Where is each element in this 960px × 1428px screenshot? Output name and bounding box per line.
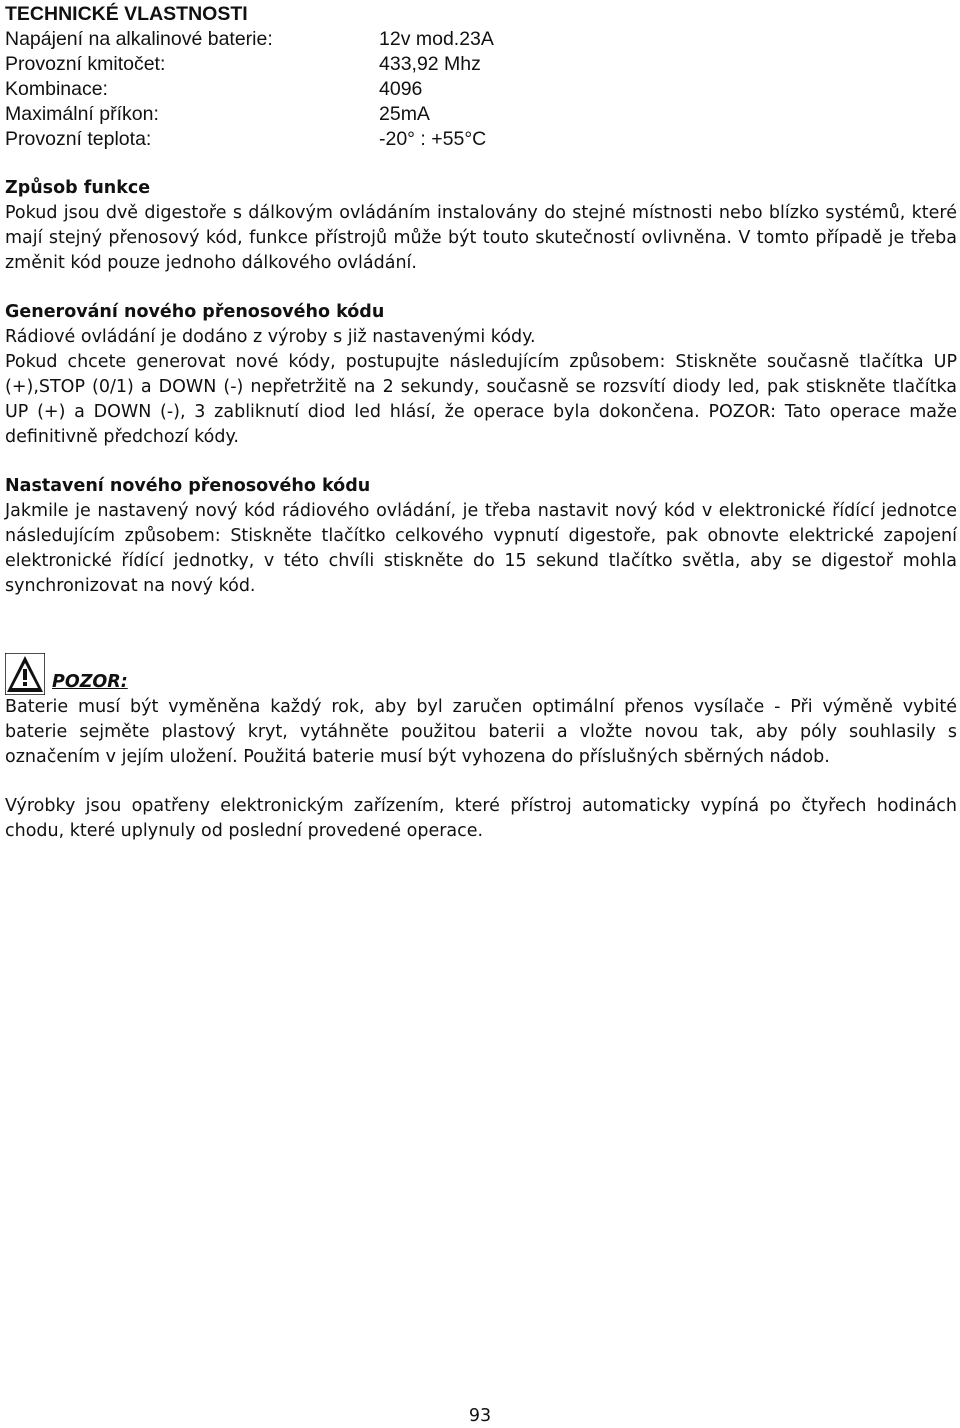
nastaveni-paragraph: Jakmile je nastavený nový kód rádiového ovládání, je třeba nastavit nový kód v elektronické řídící jednotce následujícím způsobem: Stiskněte tlačítko celkového vypnutí digestoře, pak obnovte elektrické zapojení elektronické řídící jednotky, v této chvíli stiskněte do 15 sekund tlačítko světla, aby se digestoř mohla synchronizovat na nový kód. (5, 501, 957, 596)
warning-section (5, 651, 957, 770)
nastaveni-section (5, 474, 957, 599)
page-number: 93 (468, 1406, 492, 1426)
spec-row (5, 52, 957, 77)
warning-label: POZOR: (52, 672, 128, 692)
spec-label: Kombinace: (5, 78, 108, 100)
generovani-title: Generování nového přenosového kódu (5, 302, 385, 322)
generovani-section (5, 300, 957, 450)
spec-value: 4096 (379, 78, 423, 100)
specs-title: TECHNICKÉ VLASTNOSTI (5, 3, 248, 25)
funkce-section (5, 176, 957, 276)
warning-paragraph: Baterie musí být vyměněna každý rok, aby byl zaručen optimální přenos vysílače - Při výměně vybité baterie sejměte plastový kryt, vytáhněte použitou baterii a vložte novou tak, aby póly souhlasily s označením v jejím uložení. Použitá baterie musí být vyhozena do příslušných sběrných nádob. (5, 697, 957, 767)
spec-value: -20° : +55°C (379, 128, 487, 150)
spec-value: 433,92 Mhz (379, 53, 481, 75)
funkce-title: Způsob funkce (5, 178, 151, 198)
spec-label: Provozní teplota: (5, 128, 152, 150)
nastaveni-title: Nastavení nového přenosového kódu (5, 476, 371, 496)
funkce-paragraph: Pokud jsou dvě digestoře s dálkovým ovládáním instalovány do stejné místnosti nebo blízko systémů, které mají stejný přenosový kód, funkce přístrojů může být touto skutečností ovlivněna. V tomto případě je třeba změnit kód pouze jednoho dálkového ovládání. (5, 203, 957, 273)
document-page (5, 2, 957, 844)
generovani-paragraph: Pokud chcete generovat nové kódy, postupujte následujícím způsobem: Stiskněte současně tlačítka UP (+),STOP (0/1) a DOWN (-) nepřetržitě na 2 sekundy, současně se rozsvítí diody led, pak stiskněte tlačítka UP (+) a DOWN (-), 3 zabliknutí diod led hlásí, že operace byla dokončena. POZOR: Tato operace maže definitivně předchozí kódy. (5, 352, 957, 447)
spec-row (5, 102, 957, 127)
spec-label: Provozní kmitočet: (5, 53, 166, 75)
spec-label: Maximální příkon: (5, 103, 159, 125)
spec-value: 25mA (379, 103, 430, 125)
spec-label: Napájení na alkalinové baterie: (5, 28, 273, 50)
technical-specs-section (5, 2, 957, 152)
spec-row (5, 27, 957, 52)
spec-value: 12v mod.23A (379, 28, 494, 50)
spec-row (5, 127, 957, 152)
spec-row (5, 77, 957, 102)
generovani-intro: Rádiové ovládání je dodáno z výroby s již nastavenými kódy. (5, 327, 536, 347)
warning-header (5, 651, 957, 695)
specs-list (5, 27, 957, 152)
closing-paragraph: Výrobky jsou opatřeny elektronickým zařízením, které přístroj automaticky vypíná po čtyřech hodinách chodu, které uplynuly od poslední provedené operace. (5, 796, 957, 841)
warning-triangle-icon (5, 653, 45, 695)
